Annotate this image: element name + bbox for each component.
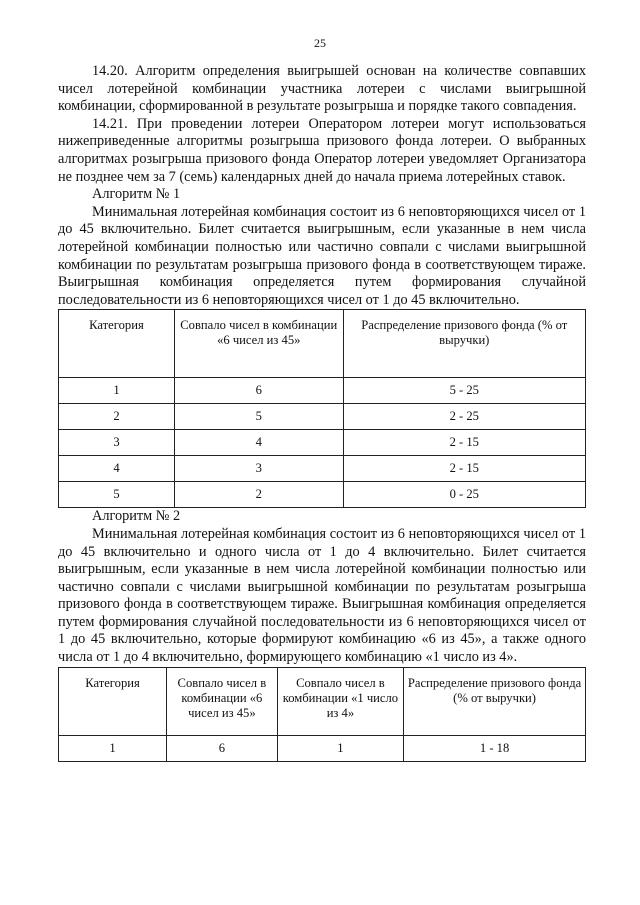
cell-matched: 4 (174, 430, 343, 456)
cell-category: 3 (59, 430, 175, 456)
paragraph-14-21: 14.21. При проведении лотереи Оператором лотереи могут использоваться нижеприведенные алгоритмы розыгрыша призового фонда лотереи. О выбранных алгоритмах розыгрыша призового фонда Оператор лотереи уведомляет Организатора не позднее чем за 7 (семь) календарных дней до начала приема лотерейных ставок. (58, 115, 586, 185)
cell-distribution: 2 - 15 (343, 456, 585, 482)
cell-category: 4 (59, 456, 175, 482)
cell-matched: 5 (174, 404, 343, 430)
algorithm-1-table (58, 309, 586, 508)
header-matched-6-of-45: Совпало чисел в комбинации «6 чисел из 45» (174, 310, 343, 378)
page-number: 25 (314, 36, 326, 50)
table-row (59, 482, 586, 508)
header-category: Категория (59, 310, 175, 378)
cell-distribution: 2 - 15 (343, 430, 585, 456)
cell-category: 1 (59, 378, 175, 404)
cell-category: 1 (59, 735, 167, 761)
cell-matched: 6 (174, 378, 343, 404)
cell-distribution: 2 - 25 (343, 404, 585, 430)
header-matched-1-of-4: Совпало чисел в комбинации «1 число из 4» (277, 667, 403, 735)
header-prize-distribution: Распределение призового фонда (% от выручки) (404, 667, 586, 735)
algorithm-1-title: Алгоритм № 1 (92, 186, 181, 203)
cell-category: 5 (59, 482, 175, 508)
header-category: Категория (59, 667, 167, 735)
cell-matched-1-of-4: 1 (277, 735, 403, 761)
header-prize-distribution: Распределение призового фонда (% от выручки) (343, 310, 585, 378)
cell-matched: 3 (174, 456, 343, 482)
document-body (58, 63, 586, 762)
table-header-row (59, 310, 586, 378)
table-header-row (59, 667, 586, 735)
paragraph-14-20: 14.20. Алгоритм определения выигрышей основан на количестве совпавших чисел лотерейной комбинации участника лотереи с числами выигрышной комбинации, сформированной в результате розыгрыша и порядке такого совпадения. (58, 63, 586, 115)
algorithm-2-title: Алгоритм № 2 (92, 508, 181, 525)
algorithm-1-text: Минимальная лотерейная комбинация состоит из 6 неповторяющихся чисел от 1 до 45 включительно. Билет считается выигрышным, если указанные в нем числа лотерейной комбинации полностью или частично совпали с числами выигрышной комбинации по результатам розыгрыша призового фонда в соответствующем тираже. Выигрышная комбинация определяется путем формирования случайной последовательности из 6 неповторяющихся чисел от 1 до 45 включительно. (58, 203, 586, 308)
cell-category: 2 (59, 404, 175, 430)
table-row (59, 430, 586, 456)
cell-distribution: 5 - 25 (343, 378, 585, 404)
table-row (59, 456, 586, 482)
header-matched-6-of-45: Совпало чисел в комбинации «6 чисел из 45» (167, 667, 278, 735)
cell-distribution: 0 - 25 (343, 482, 585, 508)
algorithm-2-text: Минимальная лотерейная комбинация состоит из 6 неповторяющихся чисел от 1 до 45 включительно и одного числа от 1 до 4 включительно. Билет считается выигрышным, если указанные в нем числа лотерейной комбинации полностью или частично совпали с числами выигрышной комбинации по результатам розыгрыша призового фонда в соответствующем тираже. Выигрышная комбинация определяется путем формирования случайной последовательности из 6 неповторяющихся чисел от 1 до 45 включительно, которые формируют комбинацию «6 из 45», а также одного числа от 1 до 4 включительно, формирующего комбинацию «1 число из 4». (58, 525, 586, 666)
table-row (59, 378, 586, 404)
algorithm-2-table (58, 667, 586, 762)
cell-distribution: 1 - 18 (404, 735, 586, 761)
cell-matched-6-of-45: 6 (167, 735, 278, 761)
table-row (59, 735, 586, 761)
table-row (59, 404, 586, 430)
cell-matched: 2 (174, 482, 343, 508)
